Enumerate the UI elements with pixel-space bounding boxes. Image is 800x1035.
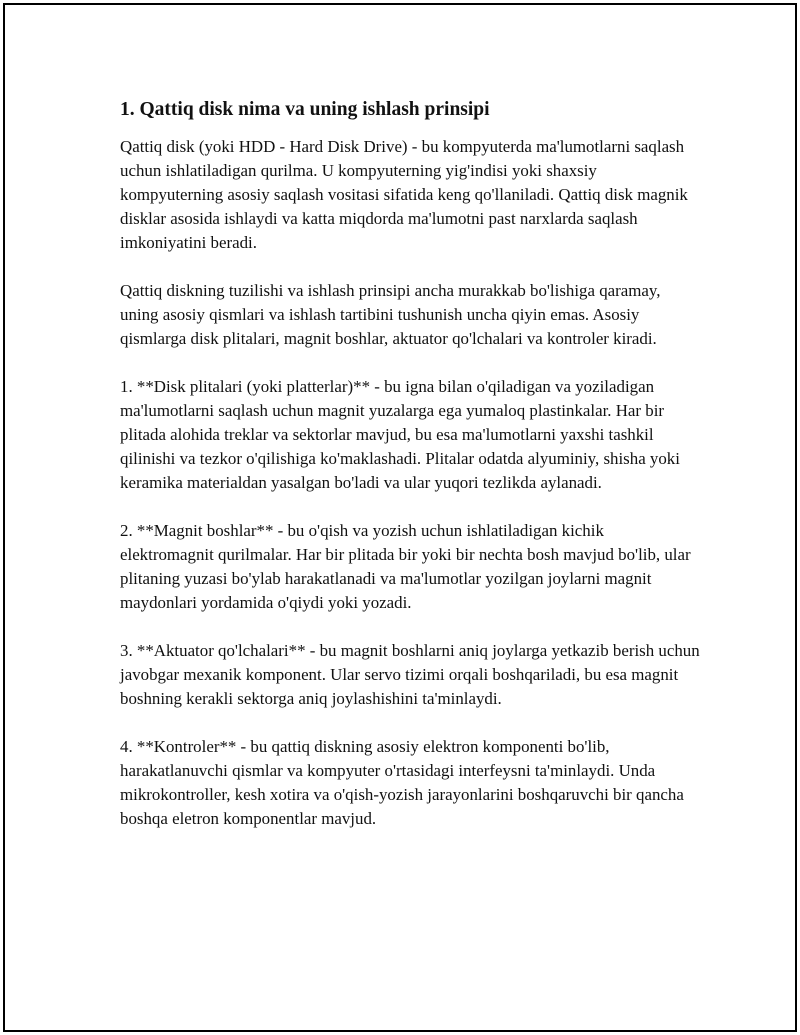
section-heading: 1. Qattiq disk nima va uning ishlash prinsipi (120, 99, 490, 120)
paragraph-disk-platters: 1. **Disk plitalari (yoki platterlar)** - bu igna bilan o'qiladigan va yoziladigan ma'lumotlarni saqlash uchun magnit yuzalarga ega yumaloq plastinkalar. Har bir plitada alohida treklar va sektorlar mavjud, bu esa ma'lumotlarni yaxshi tashkil qilinishi va tezkor o'qilishiga ko'maklashadi. Plitalar odatda alyuminiy, shisha yoki keramika materialdan yasalgan bo'ladi va ular yuqori tezlikda aylanadi. (120, 377, 680, 492)
document-body (120, 96, 700, 855)
paragraph-intro: Qattiq disk (yoki HDD - Hard Disk Drive) - bu kompyuterda ma'lumotlarni saqlash uchun ishlatiladigan qurilma. U kompyuterning yig'indisi yoki shaxsiy kompyuterning asosiy saqlash vositasi sifatida keng qo'llaniladi. Qattiq disk magnik disklar asosida ishlaydi va katta miqdorda ma'lumotni past narxlarda saqlash imkoniyatini beradi. (120, 137, 688, 252)
paragraph-magnetic-heads: 2. **Magnit boshlar** - bu o'qish va yozish uchun ishlatiladigan kichik elektromagnit qurilmalar. Har bir plitada bir yoki bir nechta bosh mavjud bo'lib, ular plitaning yuzasi bo'ylab harakatlanadi va ma'lumotlar yozilgan joylarni magnit maydonlari yordamida o'qiydi yoki yozadi. (120, 521, 691, 612)
paragraph-structure: Qattiq diskning tuzilishi va ishlash prinsipi ancha murakkab bo'lishiga qaramay, uning asosiy qismlari va ishlash tartibini tushunish uncha qiyin emas. Asosiy qismlarga disk plitalari, magnit boshlar, aktuator qo'lchalari va kontroler kiradi. (120, 281, 661, 348)
paragraph-actuator-arms: 3. **Aktuator qo'lchalari** - bu magnit boshlarni aniq joylarga yetkazib berish uchun javobgar mexanik komponent. Ular servo tizimi orqali boshqariladi, bu esa magnit boshning kerakli sektorga aniq joylashishini ta'minlaydi. (120, 641, 700, 708)
paragraph-controller: 4. **Kontroler** - bu qattiq diskning asosiy elektron komponenti bo'lib, harakatlanuvchi qismlar va kompyuter o'rtasidagi interfeysni ta'minlaydi. Unda mikrokontroller, kesh xotira va o'qish-yozish jarayonlarini boshqaruvchi bir qancha boshqa eletron komponentlar mavjud. (120, 737, 684, 828)
page-frame (3, 3, 797, 1032)
